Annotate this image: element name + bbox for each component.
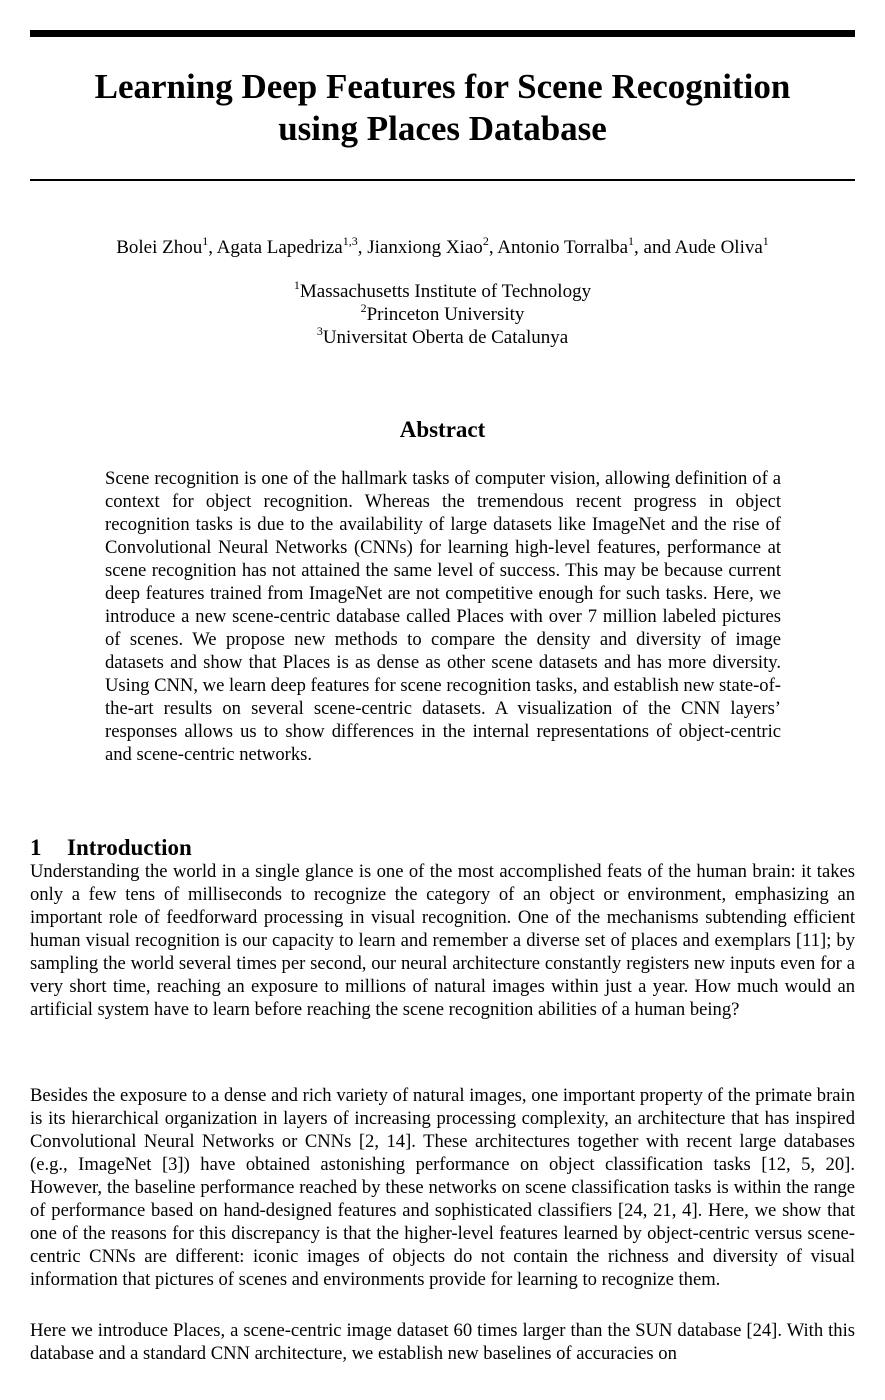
- title-line-1: Learning Deep Features for Scene Recognition: [94, 67, 791, 106]
- affiliation-list: [30, 277, 855, 349]
- affiliation: $^1$Massachusetts Institute of Technology: [293, 277, 592, 302]
- author-affiliation-mark: 2: [482, 233, 489, 248]
- section-title: Introduction: [67, 835, 192, 860]
- author: Aude Oliva$^1$: [674, 233, 769, 258]
- author: Jianxiong Xiao$^2$: [367, 233, 489, 258]
- author: Agata Lapedriza$^{1,3}$: [216, 233, 358, 258]
- author-affiliation-mark: 1: [762, 233, 769, 248]
- paragraph: Understanding the world in a single glance is one of the most accomplished feats of the human brain: it takes only a few tens of milliseconds to recognize the category of an object or environment, emphasizing an important role of feedforward processing in visual recognition. One of the mechanisms subtending efficient human visual recognition is our capacity to learn and remember a diverse set of places and exemplars [11]; by sampling the world several times per second, our neural architecture constantly registers new inputs even for a very short time, reaching an exposure to millions of natural images within just a year. How much would an artificial system have to learn before reaching the scene recognition abilities of a human being?: [30, 861, 855, 1020]
- author: Antonio Torralba$^1$: [497, 233, 635, 258]
- affiliation: $^2$Princeton University: [360, 300, 525, 325]
- author-list: Bolei Zhou$^1$, Agata Lapedriza$^{1,3}$, Jianxiong Xiao$^2$, Antonio Torralba$^1$, and Aude Oliva$^1$: [116, 233, 769, 258]
- author-affiliation-mark: 1: [202, 233, 209, 248]
- top-rule: [30, 30, 855, 37]
- abstract-heading: Abstract: [399, 417, 486, 442]
- section-number: 1: [30, 835, 42, 860]
- affiliation: $^3$Universitat Oberta de Catalunya: [316, 323, 569, 348]
- abstract-text: Scene recognition is one of the hallmark tasks of computer vision, allowing definition of a context for object recognition. Whereas the tremendous recent progress in object recognition tasks is due to the availability of large datasets like ImageNet and the rise of Convolutional Neural Networks (CNNs) for learning high-level features, performance at scene recognition has not attained the same level of success. This may be because current deep features trained from ImageNet are not competitive enough for such tasks. Here, we introduce a new scene-centric database called Places with over 7 million labeled pictures of scenes. We propose new methods to compare the density and diversity of image datasets and show that Places is as dense as other scene datasets and has more diversity. Using CNN, we learn deep features for scene recognition tasks, and establish new state-of-the-art results on several scene-centric datasets. A visualization of the CNN layers’ responses allows us to show differences in the internal representations of object-centric and scene-centric networks.: [105, 468, 781, 765]
- author-affiliation-mark: 1,3: [342, 233, 358, 248]
- paragraph: Here we introduce Places, a scene-centric image dataset 60 times larger than the SUN database [24]. With this database and a standard CNN architecture, we establish new baselines of accuracies on: [30, 1320, 855, 1364]
- section-heading-introduction: [30, 834, 192, 862]
- author-affiliation-mark: 1: [628, 233, 635, 248]
- title-line-2: using Places Database: [278, 109, 607, 148]
- paper-title: [30, 66, 855, 150]
- title-rule: [30, 179, 855, 181]
- paragraph: Besides the exposure to a dense and rich variety of natural images, one important property of the primate brain is its hierarchical organization in layers of increasing processing complexity, an architecture that has inspired Convolutional Neural Networks or CNNs [2, 14]. These architectures together with recent large databases (e.g., ImageNet [3]) have obtained astonishing performance on object classification tasks [12, 5, 20]. However, the baseline performance reached by these networks on scene classification tasks is within the range of performance based on hand-designed features and sophisticated classifiers [24, 21, 4]. Here, we show that one of the reasons for this discrepancy is that the higher-level features learned by object-centric versus scene-centric CNNs are different: iconic images of objects do not contain the richness and diversity of visual information that pictures of scenes and environments provide for learning to recognize them.: [30, 1085, 855, 1290]
- author: Bolei Zhou$^1$: [116, 233, 209, 258]
